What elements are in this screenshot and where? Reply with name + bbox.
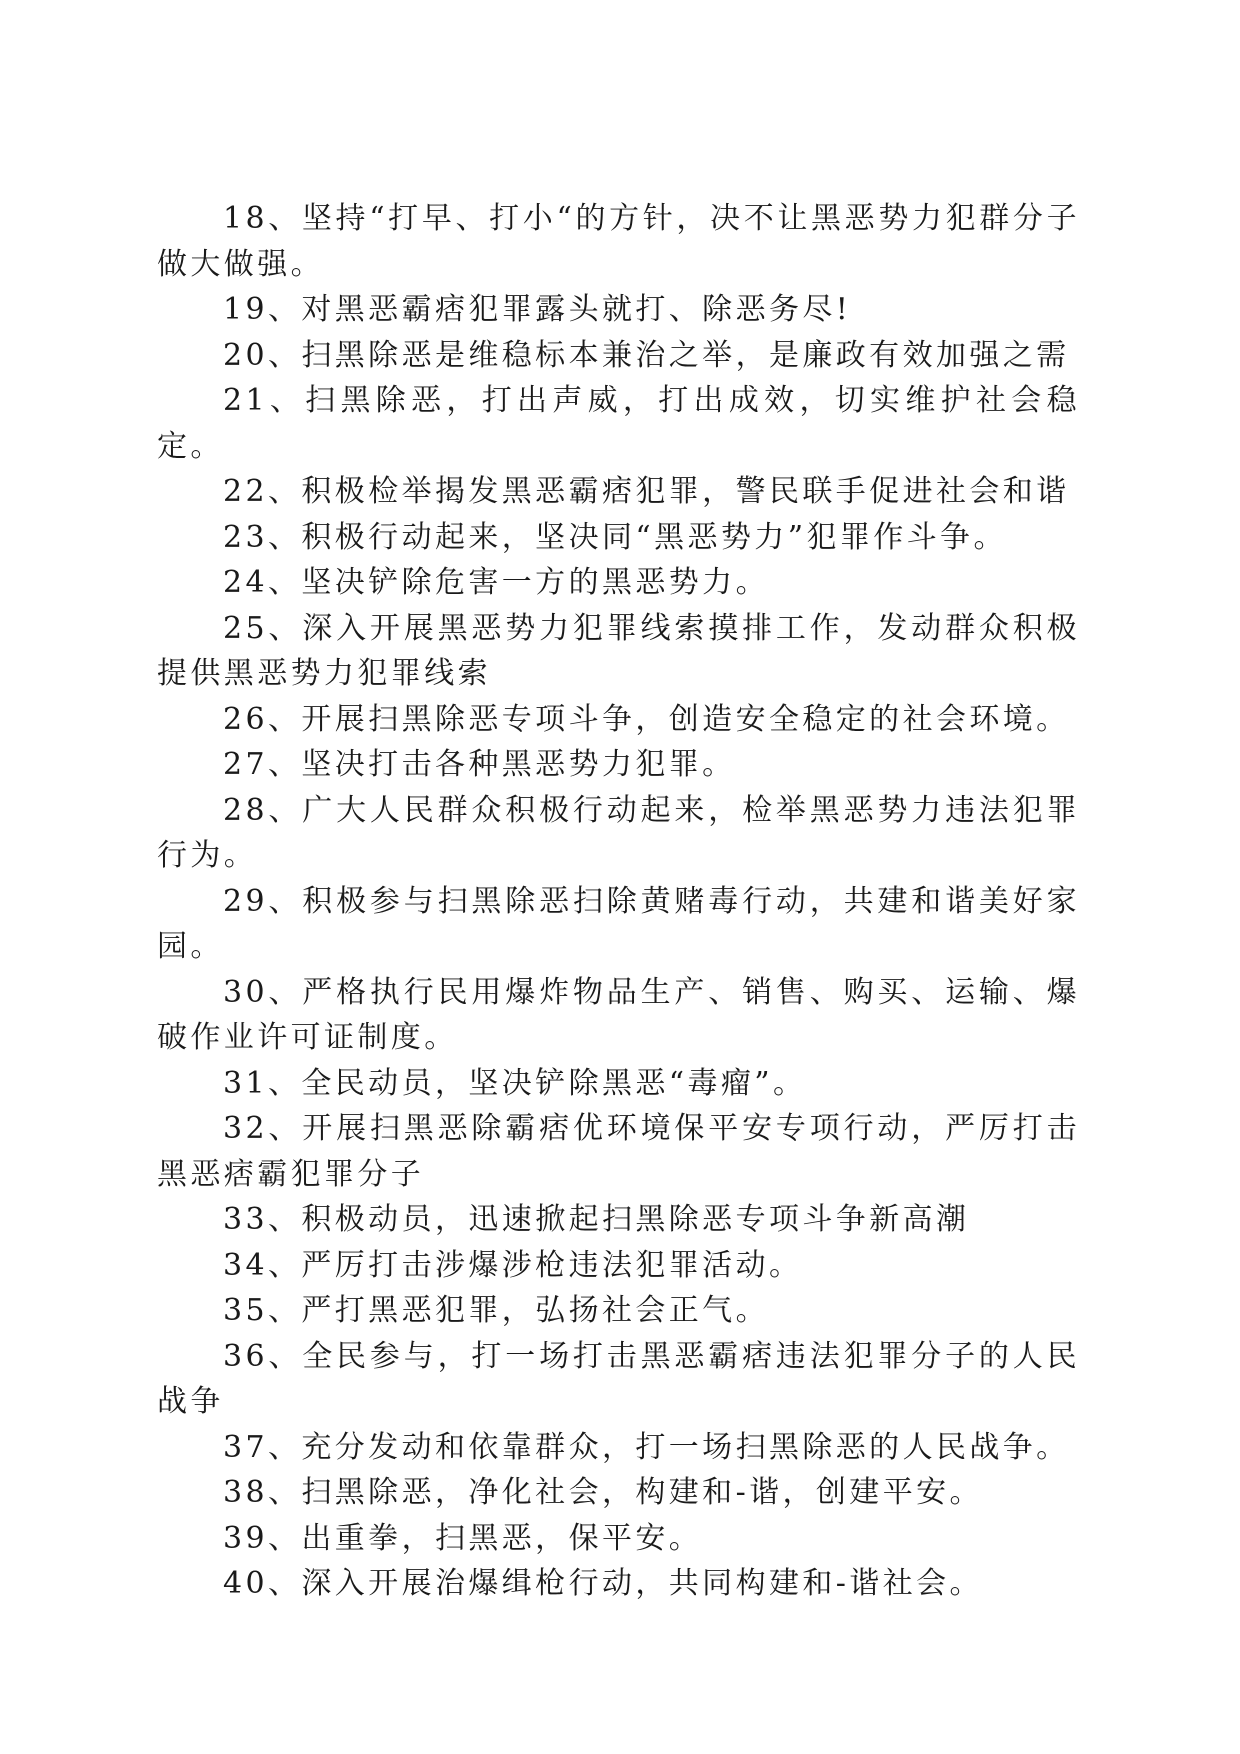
slogan-item-22: 22、积极检举揭发黑恶霸痞犯罪，警民联手促进社会和谐	[223, 474, 1070, 509]
slogan-item-19: 19、对黑恶霸痞犯罪露头就打、除恶务尽!	[223, 292, 852, 327]
slogan-item-36: 36、全民参与，打一场打击黑恶霸痞违法犯罪分子的人民战争	[157, 1338, 1080, 1419]
slogan-item-34: 34、严厉打击涉爆涉枪违法犯罪活动。	[223, 1247, 803, 1283]
slogan-item-35: 35、严打黑恶犯罪，弘扬社会正气。	[223, 1293, 769, 1328]
slogan-item-29: 29、积极参与扫黑除恶扫除黄赌毒行动，共建和谐美好家园。	[157, 883, 1080, 964]
slogan-item-23: 23、积极行动起来，坚决同“黑恶势力”犯罪作斗争。	[223, 519, 1007, 555]
slogan-item-21: 21、扫黑除恶，打出声威，打出成效，切实维护社会稳定。	[157, 383, 1080, 464]
slogan-list	[157, 196, 1080, 1607]
slogan-item-25: 25、深入开展黑恶势力犯罪线索摸排工作，发动群众积极提供黑恶势力犯罪线索	[157, 610, 1080, 691]
slogan-item-37: 37、充分发动和依靠群众，打一场扫黑除恶的人民战争。	[223, 1429, 1070, 1465]
slogan-item-31: 31、全民动员，坚决铲除黑恶“毒瘤”。	[223, 1065, 807, 1101]
slogan-item-20: 20、扫黑除恶是维稳标本兼治之举，是廉政有效加强之需	[223, 337, 1070, 373]
slogan-item-27: 27、坚决打击各种黑恶势力犯罪。	[223, 747, 736, 782]
slogan-item-24: 24、坚决铲除危害一方的黑恶势力。	[223, 565, 769, 600]
slogan-item-40: 40、深入开展治爆缉枪行动，共同构建和-谐社会。	[223, 1566, 983, 1601]
slogan-item-32: 32、开展扫黑恶除霸痞优环境保平安专项行动，严厉打击黑恶痞霸犯罪分子	[157, 1111, 1080, 1192]
slogan-item-30: 30、严格执行民用爆炸物品生产、销售、购买、运输、爆破作业许可证制度。	[157, 974, 1080, 1055]
slogan-item-28: 28、广大人民群众积极行动起来，检举黑恶势力违法犯罪行为。	[157, 792, 1080, 873]
slogan-item-26: 26、开展扫黑除恶专项斗争，创造安全稳定的社会环境。	[223, 701, 1070, 737]
slogan-item-38: 38、扫黑除恶，净化社会，构建和-谐，创建平安。	[223, 1475, 983, 1510]
slogan-item-18: 18、坚持“打早、打小“的方针，决不让黑恶势力犯群分子做大做强。	[157, 201, 1080, 282]
slogan-item-33: 33、积极动员，迅速掀起扫黑除恶专项斗争新高潮	[223, 1202, 970, 1237]
slogan-item-39: 39、出重拳，扫黑恶，保平安。	[223, 1520, 703, 1556]
